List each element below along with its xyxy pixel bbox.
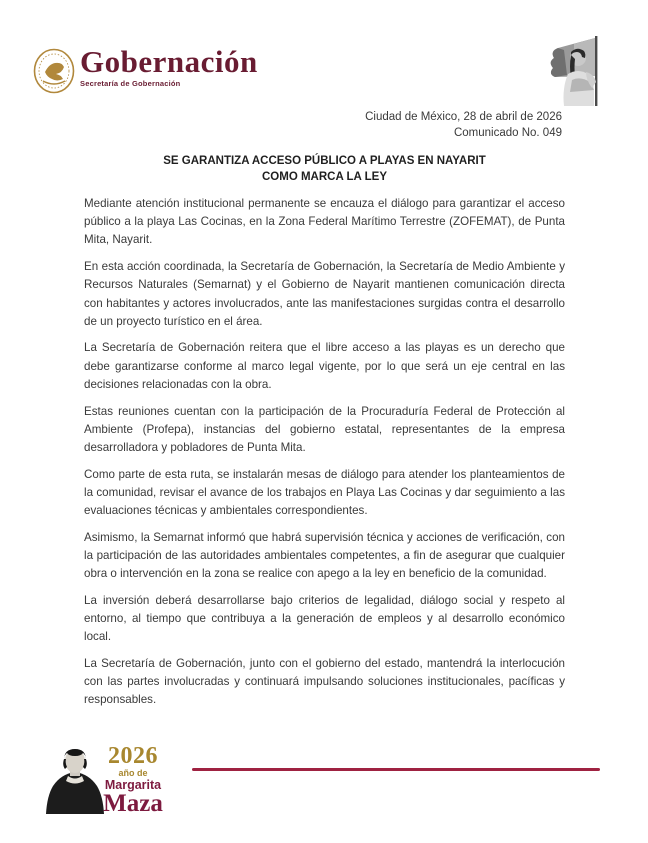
footer-name-line-1: Margarita bbox=[104, 778, 162, 792]
eagle-seal-icon bbox=[33, 48, 75, 94]
comunicado-number: Comunicado No. 049 bbox=[453, 126, 562, 139]
margarita-maza-lockup bbox=[100, 744, 166, 816]
document-header bbox=[33, 30, 615, 112]
title-line-1: SE GARANTIZA ACCESO PÚBLICO A PLAYAS EN NAYARIT bbox=[163, 155, 486, 167]
title-line-2: COMO MARCA LA LEY bbox=[261, 171, 387, 183]
paragraph: Asimismo, la Semarnat informó que habrá supervisión técnica y acciones de verificación, con la participación de las autoridades ambientales competentes, a fin de asegurar que cualquier obra o intervención en la zona se realice con apego a la ley en beneficio de la comunidad. bbox=[84, 530, 565, 581]
footer-year-subtitle: año de bbox=[118, 768, 148, 778]
document-title bbox=[84, 153, 565, 185]
brand-wordmark: Gobernación bbox=[80, 44, 258, 79]
document-footer bbox=[0, 738, 648, 843]
footer-divider-rule bbox=[192, 768, 600, 771]
margarita-maza-portrait-icon bbox=[46, 746, 104, 814]
footer-year: 2026 bbox=[108, 743, 158, 769]
paragraph: La Secretaría de Gobernación reitera que el libre acceso a las playas es un derecho que debe garantizarse conforme al marco legal vigente, por lo que será un eje central en las decisiones relacionadas con la obra. bbox=[84, 341, 565, 391]
paragraph: La inversión deberá desarrollarse bajo criterios de legalidad, diálogo social y respeto al entorno, al tiempo que contribuya a la generación de empleos y al desarrollo económico local. bbox=[84, 593, 565, 644]
flag-bearer-illustration-icon bbox=[538, 32, 612, 110]
paragraph: En esta acción coordinada, la Secretaría de Gobernación, la Secretaría de Medio Ambiente y Recursos Naturales (Semarnat) y el Gobierno de Nayarit mantienen comunicación directa con habitantes y actores involucrados, ante las manifestaciones surgidas contra el desarrollo de un proyecto turístico en el área. bbox=[84, 260, 565, 328]
paragraph: Mediante atención institucional permanente se encauza el diálogo para garantizar el acceso público a la playa Las Cocinas, en la Zona Federal Marítimo Terrestre (ZOFEMAT), de Punta Mita, Nayarit. bbox=[84, 197, 565, 247]
paragraph: Estas reuniones cuentan con la participación de la Procuraduría Federal de Protección al Ambiente (Profepa), instancias del gobierno estatal, representantes de la empresa desarrolladora y pobladores de Punta Mita. bbox=[84, 404, 565, 454]
gobernacion-logo bbox=[33, 46, 258, 94]
brand-text bbox=[80, 46, 258, 88]
meta-block bbox=[84, 110, 562, 141]
brand-subtitle: Secretaría de Gobernación bbox=[80, 79, 181, 88]
paragraph: La Secretaría de Gobernación, junto con el gobierno del estado, mantendrá la interlocución con las partes involucradas y continuará impulsando soluciones institucionales, pacíficas y responsables. bbox=[84, 656, 565, 707]
footer-name-line-2: Maza bbox=[103, 790, 163, 817]
document-body bbox=[84, 195, 565, 718]
paragraph: Como parte de esta ruta, se instalarán mesas de diálogo para atender los planteamientos de la comunidad, revisar el avance de los trabajos en Playa Las Cocinas y dar seguimiento a las evaluaciones técnicas y ambientales correspondientes. bbox=[84, 467, 565, 518]
dateline: Ciudad de México, 28 de abril de 2026 bbox=[365, 111, 562, 123]
